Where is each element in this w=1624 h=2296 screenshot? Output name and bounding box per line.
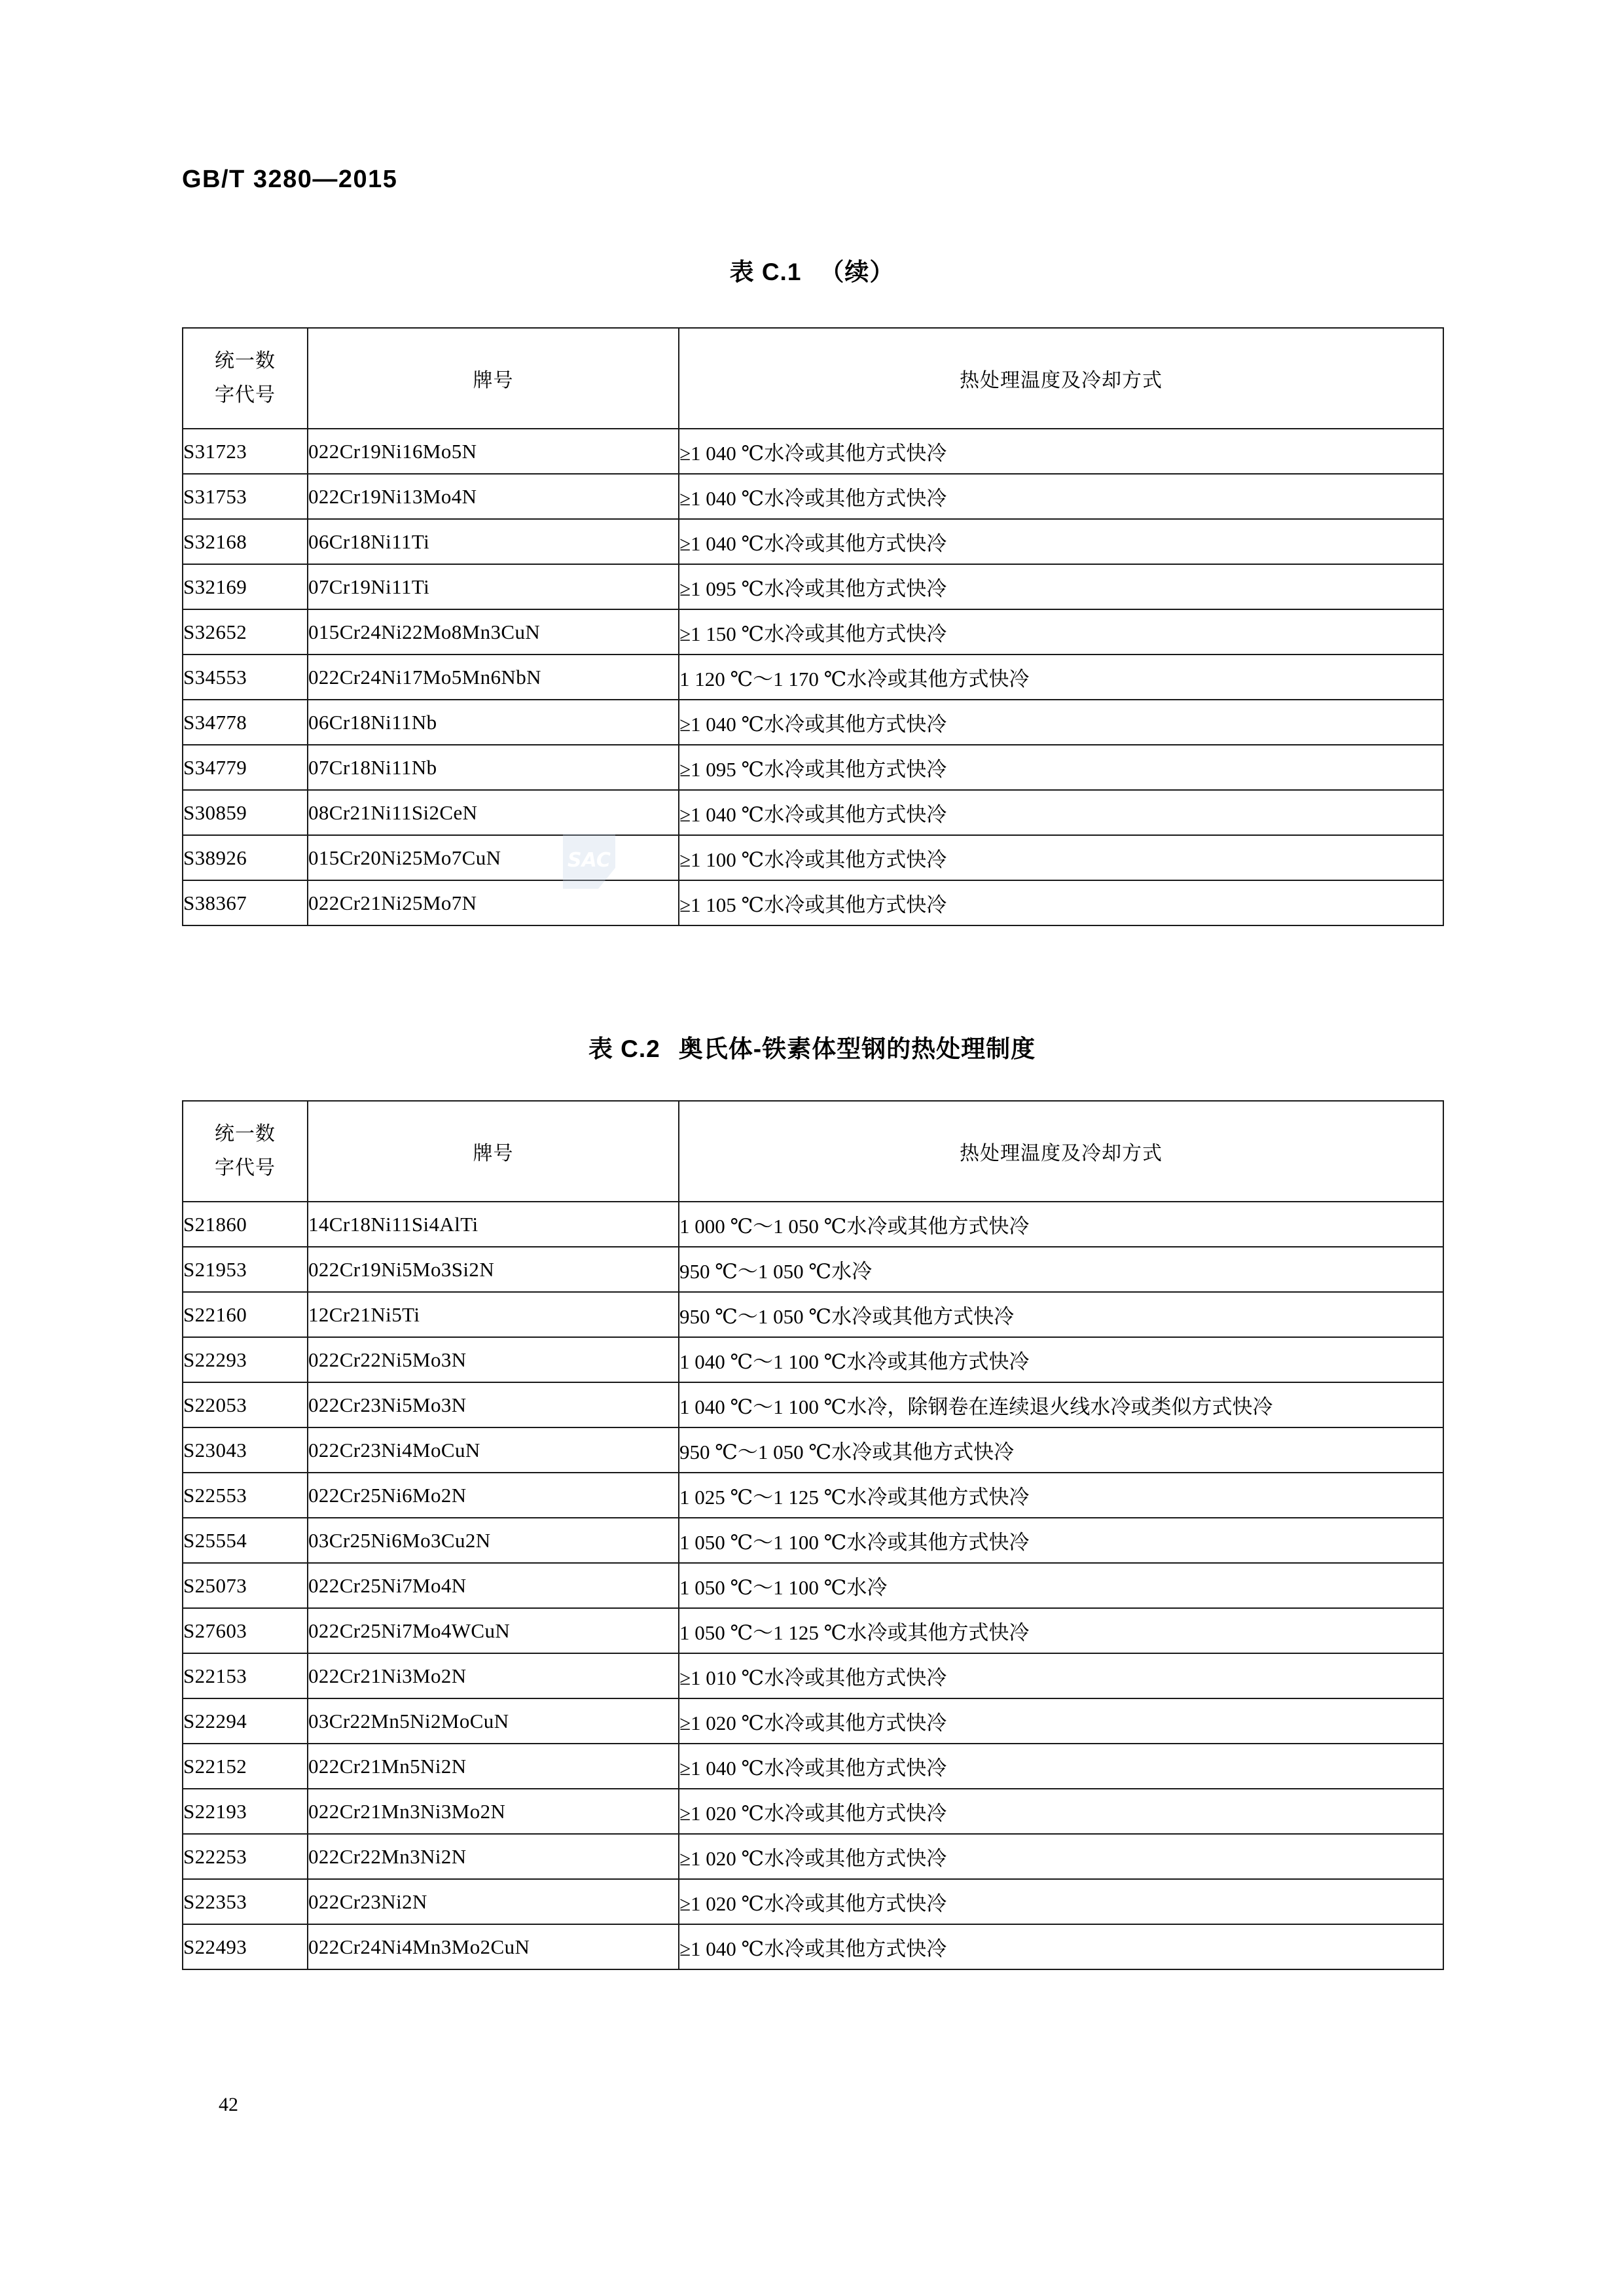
cell-unified-code: S31753 (183, 474, 308, 519)
cell-heat-treatment: 1 040 ℃～1 100 ℃水冷，除钢卷在连续退火线水冷或类似方式快冷 (679, 1382, 1443, 1427)
column-header-unified-code-line1: 统一数 (215, 1122, 276, 1145)
cell-grade: 07Cr18Ni11Nb (308, 745, 679, 790)
cell-unified-code: S34779 (183, 745, 308, 790)
cell-heat-treatment: ≥1 150 ℃水冷或其他方式快冷 (679, 609, 1443, 655)
cell-unified-code: S22253 (183, 1834, 308, 1879)
cell-heat-treatment: ≥1 040 ℃水冷或其他方式快冷 (679, 790, 1443, 835)
cell-grade: 022Cr25Ni7Mo4N (308, 1563, 679, 1608)
column-header-unified-code-line1: 统一数 (215, 349, 276, 372)
cell-heat-treatment: 950 ℃～1 050 ℃水冷 (679, 1247, 1443, 1292)
cell-grade: 06Cr18Ni11Nb (308, 700, 679, 745)
cell-heat-treatment: ≥1 040 ℃水冷或其他方式快冷 (679, 1744, 1443, 1789)
cell-unified-code: S25554 (183, 1518, 308, 1563)
cell-heat-treatment: ≥1 020 ℃水冷或其他方式快冷 (679, 1698, 1443, 1744)
cell-unified-code: S32168 (183, 519, 308, 564)
table-c1-caption-note: （续） (820, 259, 895, 285)
cell-grade: 022Cr19Ni5Mo3Si2N (308, 1247, 679, 1292)
cell-grade: 022Cr22Mn3Ni2N (308, 1834, 679, 1879)
cell-heat-treatment: 950 ℃～1 050 ℃水冷或其他方式快冷 (679, 1292, 1443, 1337)
cell-grade: 022Cr21Ni25Mo7N (308, 880, 679, 925)
cell-unified-code: S32652 (183, 609, 308, 655)
cell-unified-code: S25073 (183, 1563, 308, 1608)
table-row (183, 1834, 1443, 1879)
table-c2-caption (0, 1029, 1624, 1064)
column-header-grade: 牌号 (308, 328, 679, 429)
cell-grade: 022Cr25Ni7Mo4WCuN (308, 1608, 679, 1653)
cell-unified-code: S38367 (183, 880, 308, 925)
cell-heat-treatment: ≥1 020 ℃水冷或其他方式快冷 (679, 1834, 1443, 1879)
cell-grade: 022Cr23Ni5Mo3N (308, 1382, 679, 1427)
cell-grade: 022Cr19Ni13Mo4N (308, 474, 679, 519)
table-row (183, 1247, 1443, 1292)
cell-unified-code: S38926 (183, 835, 308, 880)
column-header-unified-code-line2: 字代号 (215, 384, 276, 406)
svg-text:SAC: SAC (568, 849, 611, 872)
table-row (183, 1427, 1443, 1473)
table-row (183, 1608, 1443, 1653)
cell-grade: 015Cr24Ni22Mo8Mn3CuN (308, 609, 679, 655)
column-header-heat-treatment: 热处理温度及冷却方式 (679, 1101, 1443, 1202)
cell-grade: 022Cr24Ni17Mo5Mn6NbN (308, 655, 679, 700)
cell-heat-treatment: 1 025 ℃～1 125 ℃水冷或其他方式快冷 (679, 1473, 1443, 1518)
table-row (183, 1337, 1443, 1382)
table-row (183, 1202, 1443, 1247)
cell-unified-code: S34553 (183, 655, 308, 700)
cell-unified-code: S22053 (183, 1382, 308, 1427)
cell-grade: 022Cr21Ni3Mo2N (308, 1653, 679, 1698)
column-header-unified-code (183, 328, 308, 429)
cell-heat-treatment: ≥1 020 ℃水冷或其他方式快冷 (679, 1789, 1443, 1834)
table-row (183, 1653, 1443, 1698)
table-row (183, 1382, 1443, 1427)
cell-unified-code: S34778 (183, 700, 308, 745)
cell-unified-code: S23043 (183, 1427, 308, 1473)
cell-grade: 12Cr21Ni5Ti (308, 1292, 679, 1337)
table-row (183, 1518, 1443, 1563)
cell-heat-treatment: ≥1 040 ℃水冷或其他方式快冷 (679, 519, 1443, 564)
cell-unified-code: S32169 (183, 564, 308, 609)
table-row (183, 1698, 1443, 1744)
column-header-grade: 牌号 (308, 1101, 679, 1202)
cell-heat-treatment: 1 050 ℃～1 100 ℃水冷 (679, 1563, 1443, 1608)
cell-grade: 022Cr19Ni16Mo5N (308, 429, 679, 474)
table-row (183, 1473, 1443, 1518)
cell-grade: 022Cr25Ni6Mo2N (308, 1473, 679, 1518)
table-row (183, 1924, 1443, 1969)
cell-heat-treatment: 950 ℃～1 050 ℃水冷或其他方式快冷 (679, 1427, 1443, 1473)
cell-heat-treatment: ≥1 095 ℃水冷或其他方式快冷 (679, 564, 1443, 609)
cell-grade: 022Cr21Mn3Ni3Mo2N (308, 1789, 679, 1834)
cell-grade: 14Cr18Ni11Si4AlTi (308, 1202, 679, 1247)
cell-unified-code: S22152 (183, 1744, 308, 1789)
table-row (183, 564, 1443, 609)
cell-heat-treatment: ≥1 095 ℃水冷或其他方式快冷 (679, 745, 1443, 790)
cell-heat-treatment: 1 120 ℃～1 170 ℃水冷或其他方式快冷 (679, 655, 1443, 700)
cell-unified-code: S22493 (183, 1924, 308, 1969)
table-row (183, 1789, 1443, 1834)
column-header-unified-code (183, 1101, 308, 1202)
table-row (183, 880, 1443, 925)
cell-unified-code: S22353 (183, 1879, 308, 1924)
cell-heat-treatment: ≥1 105 ℃水冷或其他方式快冷 (679, 880, 1443, 925)
cell-unified-code: S22160 (183, 1292, 308, 1337)
cell-heat-treatment: ≥1 020 ℃水冷或其他方式快冷 (679, 1879, 1443, 1924)
cell-unified-code: S27603 (183, 1608, 308, 1653)
page-number: 42 (219, 2094, 238, 2115)
table-row (183, 1879, 1443, 1924)
cell-unified-code: S30859 (183, 790, 308, 835)
table-c1 (182, 327, 1444, 926)
cell-unified-code: S21860 (183, 1202, 308, 1247)
table-c1-header-row (183, 328, 1443, 429)
cell-heat-treatment: 1 050 ℃～1 125 ℃水冷或其他方式快冷 (679, 1608, 1443, 1653)
cell-unified-code: S22153 (183, 1653, 308, 1698)
cell-grade: 022Cr21Mn5Ni2N (308, 1744, 679, 1789)
table-row (183, 835, 1443, 880)
cell-grade: 022Cr24Ni4Mn3Mo2CuN (308, 1924, 679, 1969)
column-header-heat-treatment: 热处理温度及冷却方式 (679, 328, 1443, 429)
table-row (183, 519, 1443, 564)
cell-heat-treatment: ≥1 040 ℃水冷或其他方式快冷 (679, 474, 1443, 519)
table-row (183, 700, 1443, 745)
table-row (183, 474, 1443, 519)
cell-grade: 022Cr23Ni4MoCuN (308, 1427, 679, 1473)
table-row (183, 1292, 1443, 1337)
standard-number-header: GB/T 3280—2015 (182, 166, 398, 193)
table-row (183, 1744, 1443, 1789)
table-row (183, 790, 1443, 835)
table-c2 (182, 1100, 1444, 1970)
cell-heat-treatment: 1 050 ℃～1 100 ℃水冷或其他方式快冷 (679, 1518, 1443, 1563)
cell-unified-code: S22294 (183, 1698, 308, 1744)
cell-unified-code: S22293 (183, 1337, 308, 1382)
cell-unified-code: S31723 (183, 429, 308, 474)
cell-heat-treatment: ≥1 100 ℃水冷或其他方式快冷 (679, 835, 1443, 880)
table-row (183, 1563, 1443, 1608)
cell-unified-code: S21953 (183, 1247, 308, 1292)
cell-heat-treatment: ≥1 040 ℃水冷或其他方式快冷 (679, 1924, 1443, 1969)
table-c1-caption-label: 表 C.1 (729, 259, 802, 285)
cell-grade: 03Cr22Mn5Ni2MoCuN (308, 1698, 679, 1744)
table-row (183, 745, 1443, 790)
table-row (183, 609, 1443, 655)
cell-unified-code: S22193 (183, 1789, 308, 1834)
cell-heat-treatment: 1 000 ℃～1 050 ℃水冷或其他方式快冷 (679, 1202, 1443, 1247)
column-header-unified-code-line2: 字代号 (215, 1157, 276, 1179)
cell-grade: 022Cr22Ni5Mo3N (308, 1337, 679, 1382)
table-row (183, 429, 1443, 474)
cell-unified-code: S22553 (183, 1473, 308, 1518)
table-c1-caption (0, 252, 1624, 287)
table-c2-caption-title: 奥氏体-铁素体型钢的热处理制度 (678, 1035, 1036, 1062)
cell-heat-treatment: 1 040 ℃～1 100 ℃水冷或其他方式快冷 (679, 1337, 1443, 1382)
cell-grade: 06Cr18Ni11Ti (308, 519, 679, 564)
table-row (183, 655, 1443, 700)
cell-grade: 07Cr19Ni11Ti (308, 564, 679, 609)
cell-heat-treatment: ≥1 010 ℃水冷或其他方式快冷 (679, 1653, 1443, 1698)
table-c2-header-row (183, 1101, 1443, 1202)
cell-grade: 08Cr21Ni11Si2CeN (308, 790, 679, 835)
cell-heat-treatment: ≥1 040 ℃水冷或其他方式快冷 (679, 700, 1443, 745)
cell-heat-treatment: ≥1 040 ℃水冷或其他方式快冷 (679, 429, 1443, 474)
cell-grade: 022Cr23Ni2N (308, 1879, 679, 1924)
cell-grade: 015Cr20Ni25Mo7CuN (308, 835, 679, 880)
cell-grade: 03Cr25Ni6Mo3Cu2N (308, 1518, 679, 1563)
table-c2-caption-label: 表 C.2 (588, 1035, 660, 1062)
